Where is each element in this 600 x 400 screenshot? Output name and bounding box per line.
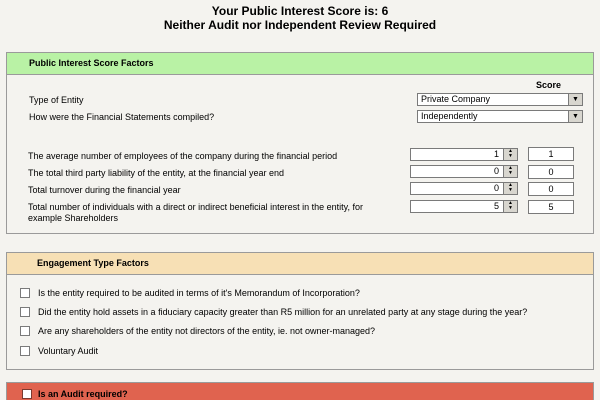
employees-stepper[interactable] <box>410 148 518 161</box>
turnover-score: 0 <box>528 182 574 196</box>
factor-label-liability: The total third party liability of the entity, at the financial year end <box>28 168 284 178</box>
voluntary-audit-checkbox[interactable] <box>20 346 30 356</box>
voluntary-audit-label: Voluntary Audit <box>38 346 99 356</box>
turnover-value: 0 <box>493 183 499 193</box>
liability-stepper[interactable] <box>410 165 518 178</box>
spin-arrows-icon[interactable]: ▲ ▼ <box>503 149 517 160</box>
moi-audit-checkbox[interactable] <box>20 288 30 298</box>
turnover-stepper[interactable] <box>410 182 518 195</box>
entity-type-select[interactable] <box>417 93 583 106</box>
entity-type-value: Private Company <box>421 94 491 104</box>
spin-arrows-icon[interactable]: ▲ ▼ <box>503 166 517 177</box>
employees-score: 1 <box>528 147 574 161</box>
score-line: Your Public Interest Score is: 6 <box>211 4 389 18</box>
spin-arrows-icon[interactable]: ▲ ▼ <box>503 201 517 212</box>
chevron-down-icon[interactable]: ▼ <box>568 94 582 105</box>
factor-label-turnover: Total turnover during the financial year <box>28 185 181 195</box>
audit-required-checkbox[interactable] <box>22 389 32 399</box>
factor-label-shareholders: Total number of individuals with a direct or indirect beneficial interest in the entity, for <box>28 202 363 212</box>
entity-type-label: Type of Entity <box>29 95 84 105</box>
non-director-shareholders-label: Are any shareholders of the entity not directors of the entity, ie. not owner-managed? <box>38 326 376 336</box>
pis-panel-title: Public Interest Score Factors <box>7 53 593 75</box>
moi-audit-label: Is the entity required to be audited in terms of it's Memorandum of Incorporation? <box>38 288 360 298</box>
audit-required-label: Is an Audit required? <box>38 389 128 399</box>
score-column-header: Score <box>536 80 562 90</box>
shareholders-stepper[interactable] <box>410 200 518 213</box>
chevron-down-icon[interactable]: ▼ <box>568 111 582 122</box>
factor-label-shareholders-cont: example Shareholders <box>28 213 119 223</box>
engagement-panel-title: Engagement Type Factors <box>7 253 593 275</box>
liability-value: 0 <box>493 166 499 176</box>
fiduciary-assets-label: Did the entity hold assets in a fiduciary capacity greater than R5 million for an unrelated party at any stage during the year? <box>38 307 528 317</box>
factor-label-employees: The average number of employees of the company during the financial period <box>28 151 338 161</box>
spin-arrows-icon[interactable]: ▲ ▼ <box>503 183 517 194</box>
score-header <box>0 0 600 40</box>
compiled-select[interactable] <box>417 110 583 123</box>
compiled-value: Independently <box>421 111 478 121</box>
shareholders-value: 5 <box>493 201 499 211</box>
non-director-shareholders-checkbox[interactable] <box>20 326 30 336</box>
requirement-line: Neither Audit nor Independent Review Required <box>163 18 437 32</box>
compiled-label: How were the Financial Statements compiled? <box>29 112 215 122</box>
shareholders-score: 5 <box>528 200 574 214</box>
employees-value: 1 <box>493 149 499 159</box>
liability-score: 0 <box>528 165 574 179</box>
fiduciary-assets-checkbox[interactable] <box>20 307 30 317</box>
